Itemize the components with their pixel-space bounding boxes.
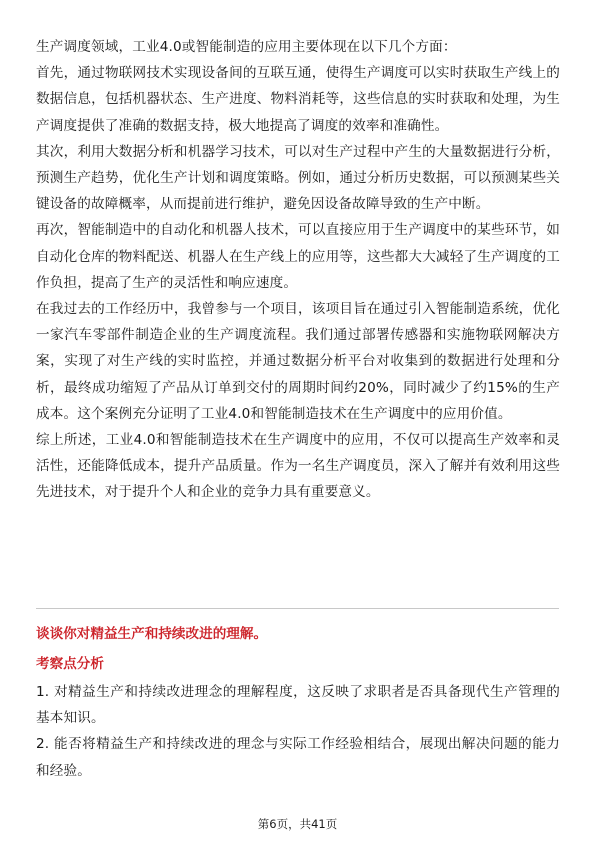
- analysis-list: [36, 679, 560, 784]
- page-number: 第6页，共41页: [257, 817, 338, 831]
- section-divider: [36, 608, 559, 609]
- answer-paragraph: 首先，通过物联网技术实现设备间的互联互通，使得生产调度可以实时获取生产线上的数据信息，包括机器状态、生产进度、物料消耗等，这些信息的实时获取和处理，为生产调度提供了准确的数据支持，极大地提高了调度的效率和准确性。: [36, 65, 560, 134]
- answer-paragraph: 综上所述，工业4.0和智能制造技术在生产调度中的应用，不仅可以提高生产效率和灵活性，还能降低成本，提升产品质量。作为一名生产调度员，深入了解并有效利用这些先进技术，对于提升个人和企业的竞争力具有重要意义。: [36, 432, 560, 501]
- analysis-heading: 考察点分析: [36, 656, 104, 672]
- answer-paragraph: 生产调度领域，工业4.0或智能制造的应用主要体现在以下几个方面：: [36, 39, 457, 55]
- interview-question: 谈谈你对精益生产和持续改进的理解。: [36, 626, 268, 642]
- analysis-point: 2. 能否将精益生产和持续改进的理念与实际工作经验相结合，展现出解决问题的能力和经验。: [36, 736, 560, 779]
- answer-paragraph: 在我过去的工作经历中，我曾参与一个项目，该项目旨在通过引入智能制造系统，优化一家汽车零部件制造企业的生产调度流程。我们通过部署传感器和实施物联网解决方案，实现了对生产线的实时监控，并通过数据分析平台对收集到的数据进行处理和分析，最终成功缩短了产品从订单到交付的周期时间约20%，同时减少了约15%的生产成本。这个案例充分证明了工业4.0和智能制造技术在生产调度中的应用价值。: [36, 301, 560, 422]
- answer-paragraph: 再次，智能制造中的自动化和机器人技术，可以直接应用于生产调度中的某些环节，如自动化仓库的物料配送、机器人在生产线上的应用等，这些都大大减轻了生产调度的工作负担，提高了生产的灵活性和响应速度。: [36, 222, 560, 291]
- analysis-point: 1. 对精益生产和持续改进理念的理解程度，这反映了求职者是否具备现代生产管理的基本知识。: [36, 684, 560, 727]
- answer-paragraph: 其次，利用大数据分析和机器学习技术，可以对生产过程中产生的大量数据进行分析，预测生产趋势，优化生产计划和调度策略。例如，通过分析历史数据，可以预测某些关键设备的故障概率，从而提前进行维护，避免因设备故障导致的生产中断。: [36, 143, 560, 213]
- answer-body: [36, 34, 560, 506]
